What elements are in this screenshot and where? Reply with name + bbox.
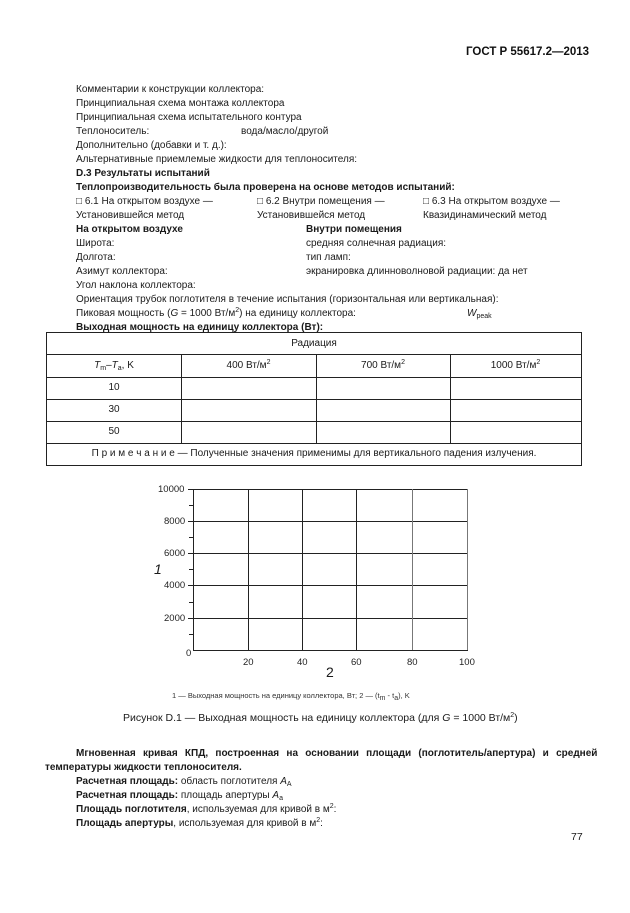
latitude-label: Широта: xyxy=(76,238,115,249)
efficiency-paragraph: Мгновенная кривая КПД, построенная на основании площади (поглотитель/апертура) и средней xyxy=(76,748,598,759)
additives: Дополнительно (добавки и т. д.): xyxy=(76,140,227,151)
y-tick-6000: 6000 xyxy=(164,548,186,559)
alternative-fluids: Альтернативные приемлемые жидкости для теплоносителя: xyxy=(76,154,358,165)
coolant-label: Теплоноситель: xyxy=(76,126,150,137)
document-id: ГОСТ Р 55617.2—2013 xyxy=(466,46,590,58)
col-700: 700 $Вт/м^2$ xyxy=(361,359,405,371)
y-tick-8000: 8000 xyxy=(164,516,186,527)
row-dt-30: 30 xyxy=(108,404,120,415)
test-circuit-scheme: Принципиальная схема испытательного контура xyxy=(76,112,302,123)
coolant-value: вода/масло/другой xyxy=(241,126,329,137)
y-tick-4000: 4000 xyxy=(164,580,186,591)
w-peak-symbol: $W_{peak}$ xyxy=(467,308,492,320)
x-tick-20: 20 xyxy=(243,657,254,668)
absorber-area-label: Площадь поглотителя, используемая для кривой в $м^2$: xyxy=(76,803,337,815)
method-6-2: □ 6.2 Внутри помещения — xyxy=(257,196,385,207)
table-note: П р и м е ч а н и е — Полученные значения применимы для вертикального падения излучения. xyxy=(91,448,537,459)
solar-radiation-label: средняя солнечная радиация: xyxy=(306,238,447,249)
row-dt-50: 50 xyxy=(108,426,120,437)
mounting-scheme: Принципиальная схема монтажа коллектора xyxy=(76,98,285,109)
y-tick-2000: 2000 xyxy=(164,613,186,624)
outdoor-title: На открытом воздухе xyxy=(76,224,183,235)
checkbox-icon[interactable]: □ xyxy=(76,196,83,207)
checkbox-icon[interactable]: □ xyxy=(423,196,430,207)
aperture-area-label: Площадь апертуры, используемая для кривой в $м^2$: xyxy=(76,817,323,829)
construction-comments: Комментарии к конструкции коллектора: xyxy=(76,84,265,95)
longwave-shielding-label: экранировка длинноволновой радиации: да нет xyxy=(306,266,528,277)
output-title: Выходная мощность на единицу коллектора (Вт): xyxy=(76,322,324,333)
x-tick-60: 60 xyxy=(351,657,362,668)
y-tick-10000: 10000 xyxy=(158,484,185,495)
longitude-label: Долгота: xyxy=(76,252,116,263)
radiation-header: Радиация xyxy=(291,338,337,349)
page-number: 77 xyxy=(571,831,583,843)
col-1000: 1000 $Вт/м^2$ xyxy=(490,359,541,371)
temp-diff-header: $T_m-T_a$, K xyxy=(94,360,134,372)
orientation-label: Ориентация трубок поглотителя в течение испытания (горизонтальная или вертикальная): xyxy=(76,294,499,305)
tilt-label: Угол наклона коллектора: xyxy=(76,280,196,291)
azimuth-label: Азимут коллектора: xyxy=(76,266,168,277)
method-6-1: □ 6.1 На открытом воздухе — xyxy=(76,196,213,207)
figure-caption: Рисунок D.1 — Выходная мощность на единицу коллектора (для G = 1000 $Вт/м^2$) xyxy=(123,712,518,724)
y-tick-0: 0 xyxy=(186,648,192,659)
checkbox-icon[interactable]: □ xyxy=(257,196,264,207)
method-6-1-type: Установившейся метод xyxy=(76,210,185,221)
calc-area-absorber: Расчетная площадь: область поглотителя $A_A$ xyxy=(76,776,292,788)
lamp-type-label: тип ламп: xyxy=(306,252,351,263)
calc-area-aperture: Расчетная площадь: площадь апертуры $A_a$ xyxy=(76,790,283,802)
peak-power-label: Пиковая мощность (G = 1000 $Вт/м^2$) на единицу коллектора: xyxy=(76,307,356,319)
x-tick-80: 80 xyxy=(407,657,418,668)
col-400: 400 $Вт/м^2$ xyxy=(226,359,271,371)
x-tick-40: 40 xyxy=(297,657,308,668)
method-6-3-type: Квазидинамический метод xyxy=(423,210,547,221)
x-tick-100: 100 xyxy=(459,657,475,668)
row-dt-10: 10 xyxy=(108,382,120,393)
efficiency-paragraph-cont: температуры жидкости теплоносителя. xyxy=(45,762,242,773)
method-6-3: □ 6.3 На открытом воздухе — xyxy=(423,196,560,207)
method-6-2-type: Установившейся метод xyxy=(257,210,366,221)
chart-legend: 1 — Выходная мощность на единицу коллектора, Вт; 2 — $(t_m - t_a)$, K xyxy=(172,691,410,702)
section-title: D.3 Результаты испытаний xyxy=(76,168,210,179)
y-axis-label: 1 xyxy=(154,561,162,577)
indoor-title: Внутри помещения xyxy=(306,224,402,235)
section-subtitle: Теплопроизводительность была проверена на основе методов испытаний: xyxy=(76,182,455,193)
x-axis-label: 2 xyxy=(326,664,334,680)
